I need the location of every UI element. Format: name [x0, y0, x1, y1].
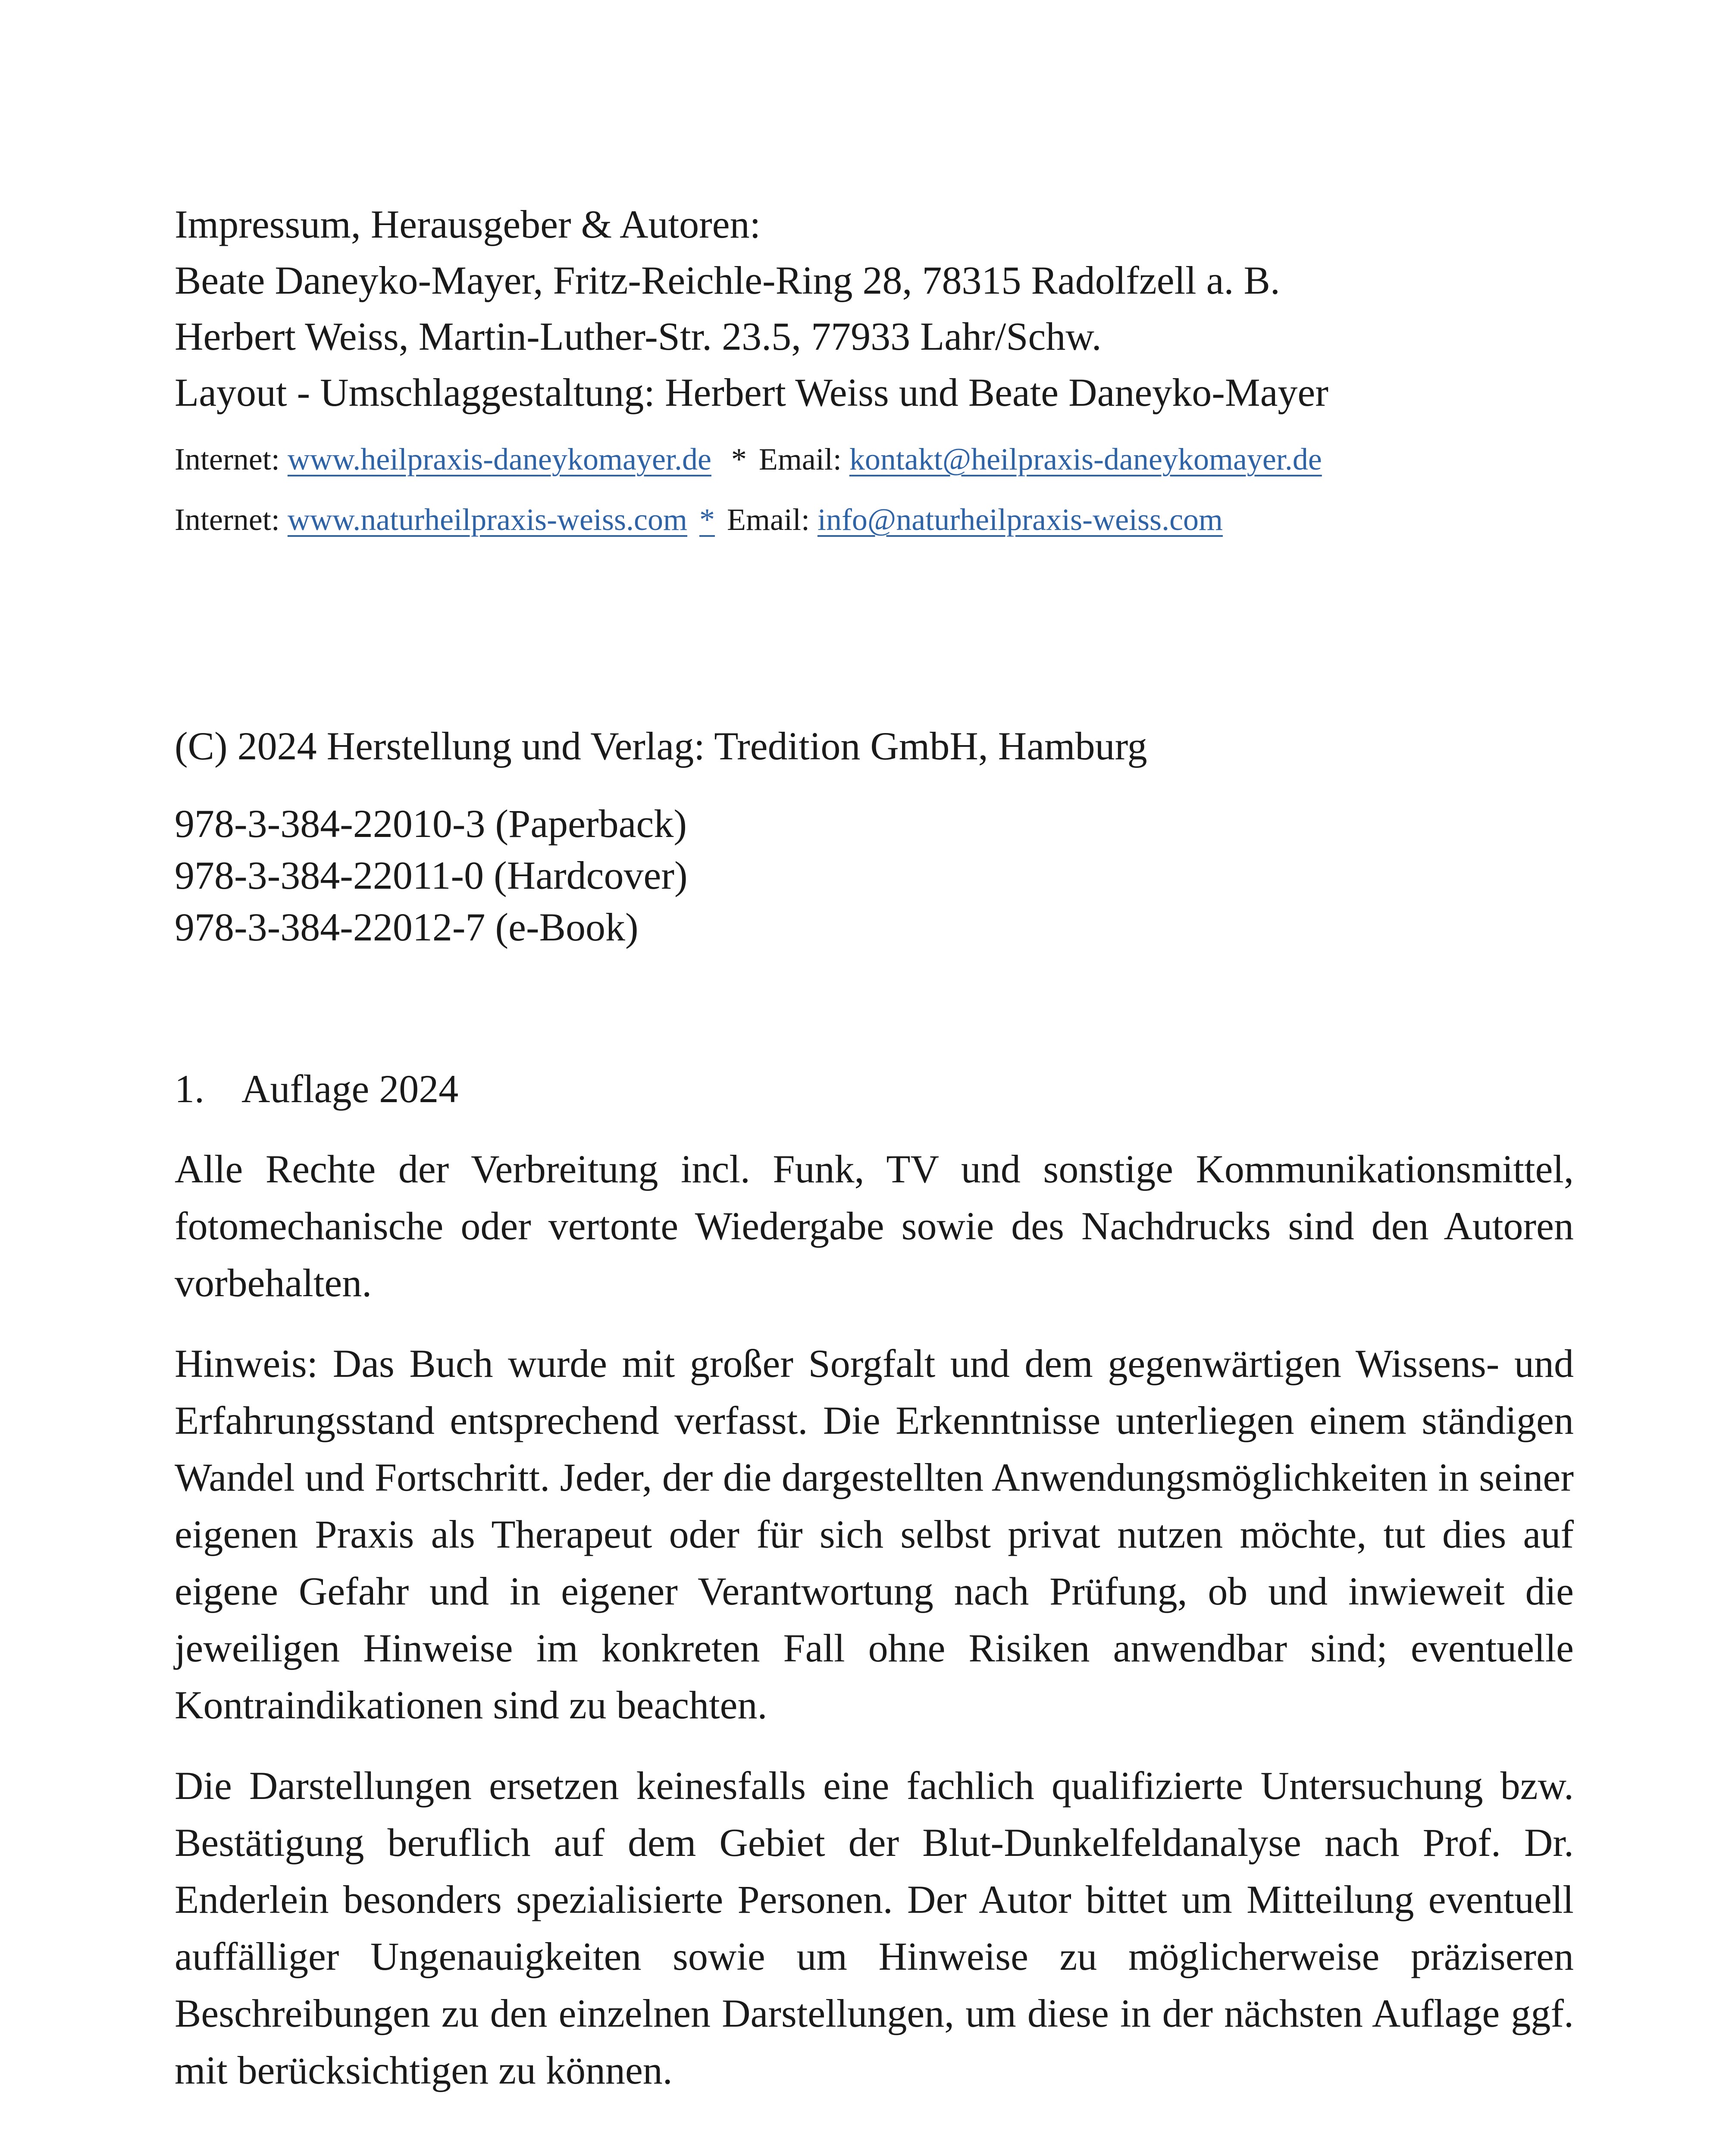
copyright-line: (C) 2024 Herstellung und Verlag: Tredition GmbH, Hamburg: [175, 724, 1147, 768]
imprint-page: [175, 196, 1574, 2099]
rights-paragraph: Alle Rechte der Verbreitung incl. Funk, TV und sonstige Kommunikationsmittel, fotomechanische oder vertonte Wiedergabe sowie des Nachdrucks sind den Autoren vorbehalten.: [175, 1147, 1574, 1305]
edition-line: [175, 1061, 1574, 1117]
notice-paragraph: Die Darstellungen ersetzen keinesfalls eine fachlich qualifizierte Untersuchung bzw. Bestätigung beruflich auf dem Gebiet der Blut-Dunkelfeldanalyse nach Prof. Dr. Enderlein besonders spezialisierte Personen. Der Autor bittet um Mitteilung eventuell auffälliger Ungenauigkeiten sowie um Hinweise zu möglicherweise präziseren Beschreibungen zu den einzelnen Darstellungen, um diese in der nächsten Auflage ggf. mit berücksichtigen zu können.: [175, 1764, 1574, 2092]
author2-address: Herbert Weiss, Martin-Luther-Str. 23.5, 77933 Lahr/Schw.: [175, 314, 1102, 358]
disclaimer-paragraph: Hinweis: Das Buch wurde mit großer Sorgfalt und dem gegenwärtigen Wissens- und Erfahrungsstand entsprechend verfasst. Die Erkenntnisse unterliegen einem ständigen Wandel und Fortschritt. Jeder, der die dargestellten Anwendungsmöglichkeiten in seiner eigenen Praxis als Therapeut oder für sich selbst privat nutzen möchte, tut dies auf eigene Gefahr und in eigener Verantwortung nach Prüfung, ob und inwieweit die jeweiligen Hinweise im konkreten Fall ohne Risiken anwendbar sind; eventuelle Kontraindikationen sind zu beachten.: [175, 1341, 1574, 1727]
contact-line-2: [175, 498, 1574, 541]
email-link-1[interactable]: kontakt@heilpraxis-daneykomayer.de: [849, 442, 1322, 476]
email-label: Email:: [758, 442, 842, 476]
email-link-2[interactable]: info@naturheilpraxis-weiss.com: [817, 502, 1223, 537]
layout-credit: Layout - Umschlaggestaltung: Herbert Weiss und Beate Daneyko-Mayer: [175, 370, 1328, 414]
email-label: Email:: [727, 502, 810, 537]
edition-number: 1.: [175, 1067, 204, 1111]
separator: *: [731, 442, 747, 476]
separator: *: [699, 502, 715, 537]
isbn-hardcover: 978-3-384-22011-0 (Hardcover): [175, 853, 688, 897]
imprint-heading: Impressum, Herausgeber & Autoren:: [175, 202, 761, 246]
author1-address: Beate Daneyko-Mayer, Fritz-Reichle-Ring 28, 78315 Radolfzell a. B.: [175, 258, 1280, 302]
internet-label: Internet:: [175, 502, 280, 537]
edition-label: Auflage 2024: [241, 1067, 459, 1111]
contact-line-1: [175, 438, 1574, 481]
website-link-2[interactable]: www.naturheilpraxis-weiss.com: [287, 502, 687, 537]
internet-label: Internet:: [175, 442, 280, 476]
website-link-1[interactable]: www.heilpraxis-daneykomayer.de: [287, 442, 711, 476]
isbn-ebook: 978-3-384-22012-7 (e-Book): [175, 905, 639, 949]
isbn-paperback: 978-3-384-22010-3 (Paperback): [175, 802, 687, 846]
